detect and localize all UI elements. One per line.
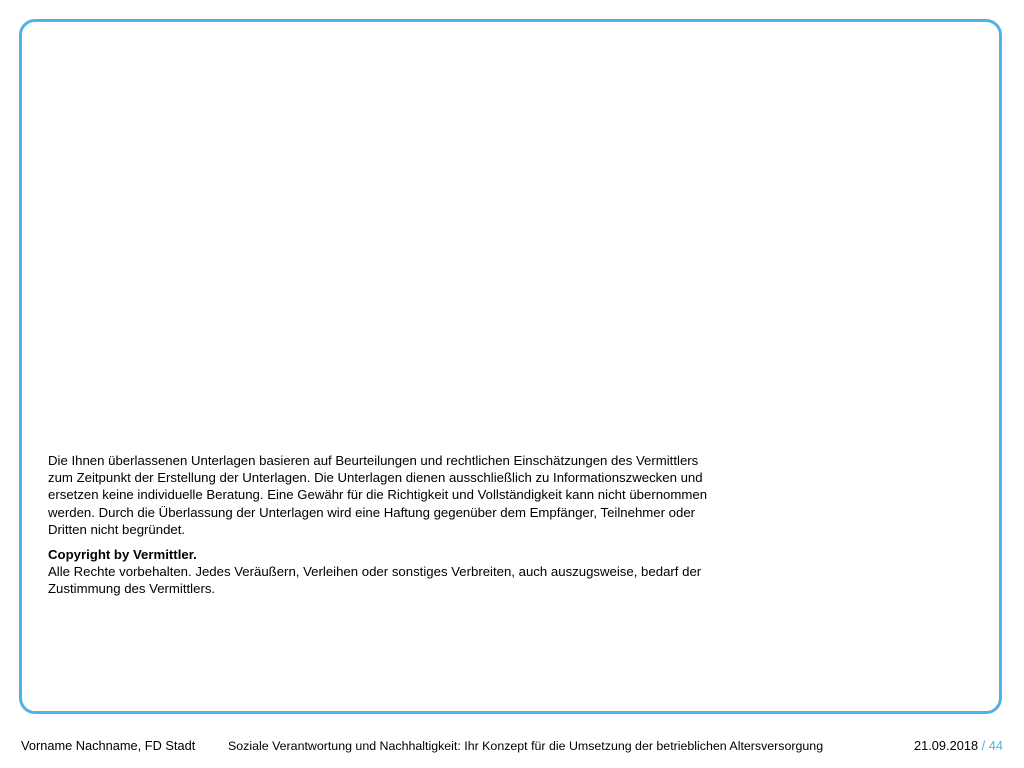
copyright-block [48,546,708,598]
copyright-title: Copyright by Vermittler. [48,547,197,563]
footer-presentation-title: Soziale Verantwortung und Nachhaltigkeit: Ihr Konzept für die Umsetzung der betrieblichen Altersversorgung [228,739,824,753]
footer-date: 21.09.2018 [914,738,979,753]
slide-frame [19,19,1002,714]
footer-author: Vorname Nachname, FD Stadt [21,738,196,753]
footer-date-page [914,738,1003,754]
footer-separator: / [981,738,986,753]
footer-page-number: 44 [988,738,1003,753]
slide-footer [0,736,1024,756]
disclaimer-paragraph: Die Ihnen überlassenen Unterlagen basieren auf Beurteilungen und rechtlichen Einschätzungen des Vermittlers zum Zeitpunkt der Erstellung der Unterlagen. Die Unterlagen dienen ausschließlich zu Informationszwecken und ersetzen keine individuelle Beratung. Eine Gewähr für die Richtigkeit und Vollständigkeit kann nicht übernommen werden. Durch die Überlassung der Unterlagen wird eine Haftung gegenüber dem Empfänger, Teilnehmer oder Dritten nicht begründet. [48,453,708,537]
disclaimer-block [48,452,708,598]
copyright-text: Alle Rechte vorbehalten. Jedes Veräußern, Verleihen oder sonstiges Verbreiten, auch auszugsweise, bedarf der Zustimmung des Vermittlers. [48,564,702,597]
